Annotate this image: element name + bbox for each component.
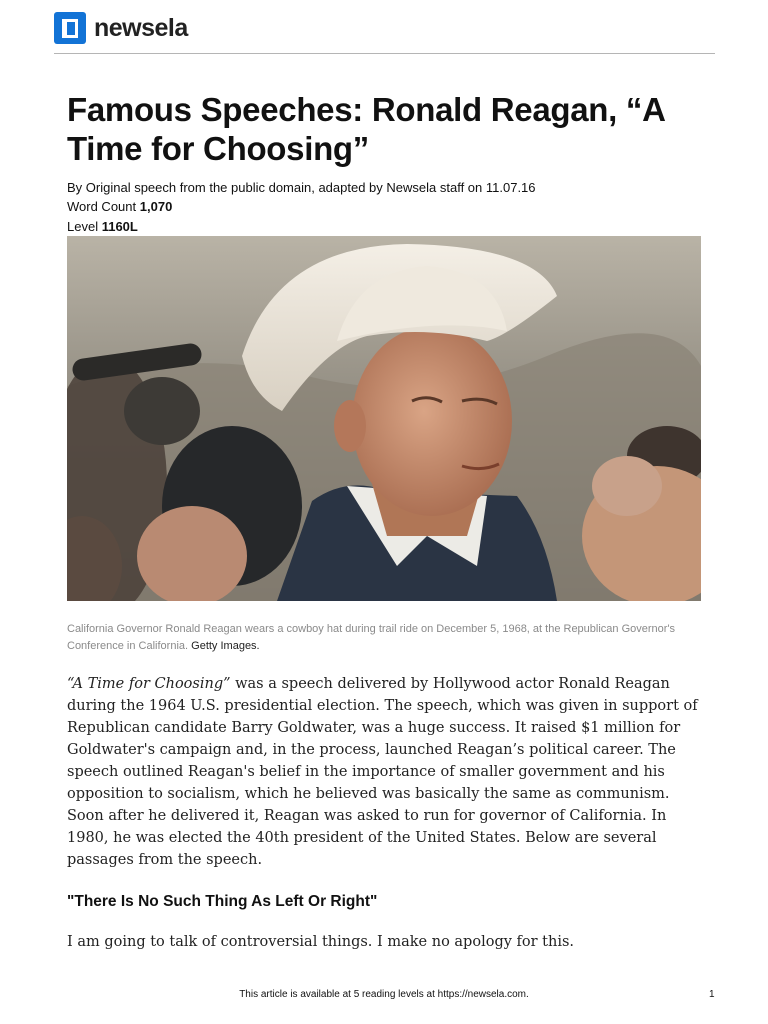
newsela-logo-icon[interactable] bbox=[54, 12, 86, 44]
article-title: Famous Speeches: Ronald Reagan, “A Time for Choosing” bbox=[67, 91, 665, 167]
header-divider bbox=[54, 53, 715, 54]
intro-paragraph bbox=[67, 673, 707, 871]
photo-illustration bbox=[67, 236, 701, 601]
brand-name: newsela bbox=[94, 13, 188, 42]
footer-note: This article is available at 5 reading levels at https://newsela.com. bbox=[239, 989, 529, 1000]
page-number: 1 bbox=[709, 989, 715, 1000]
photo-credit: Getty Images. bbox=[191, 640, 260, 652]
level-value: 1160L bbox=[101, 219, 138, 234]
intro-body: was a speech delivered by Hollywood actor Ronald Reagan during the 1964 U.S. presidential election. The speech, which was given in support of Republican candidate Barry Goldwater, was a huge success. It raised $1 million for Goldwater's campaign and, in the process, launched Reagan’s political career. The speech outlined Reagan's belief in the importance of smaller government and his opposition to socialism, which he believed was basically the same as communism. Soon after he delivered it, Reagan was asked to run for governor of California. In 1980, he was elected the 40th president of the United States. Below are several passages from the speech. bbox=[67, 676, 698, 868]
header bbox=[54, 10, 188, 46]
paragraph-2: I am going to talk of controversial things. I make no apology for this. bbox=[67, 934, 575, 950]
reading-level bbox=[67, 219, 138, 235]
photo-caption bbox=[67, 621, 707, 655]
byline: By Original speech from the public domain, adapted by Newsela staff on 11.07.16 bbox=[67, 180, 536, 195]
word-count-value: 1,070 bbox=[139, 199, 173, 214]
caption-text: California Governor Ronald Reagan wears a cowboy hat during trail ride on December 5, 1968, at the Republican Governor's Conference in California. bbox=[67, 623, 676, 652]
section-heading: "There Is No Such Thing As Left Or Right" bbox=[67, 893, 378, 910]
word-count-label: Word Count bbox=[67, 199, 137, 214]
word-count bbox=[67, 199, 172, 215]
article-photo bbox=[67, 236, 701, 601]
level-label: Level bbox=[67, 219, 99, 234]
speech-title-italic: “A Time for Choosing” bbox=[67, 676, 231, 692]
